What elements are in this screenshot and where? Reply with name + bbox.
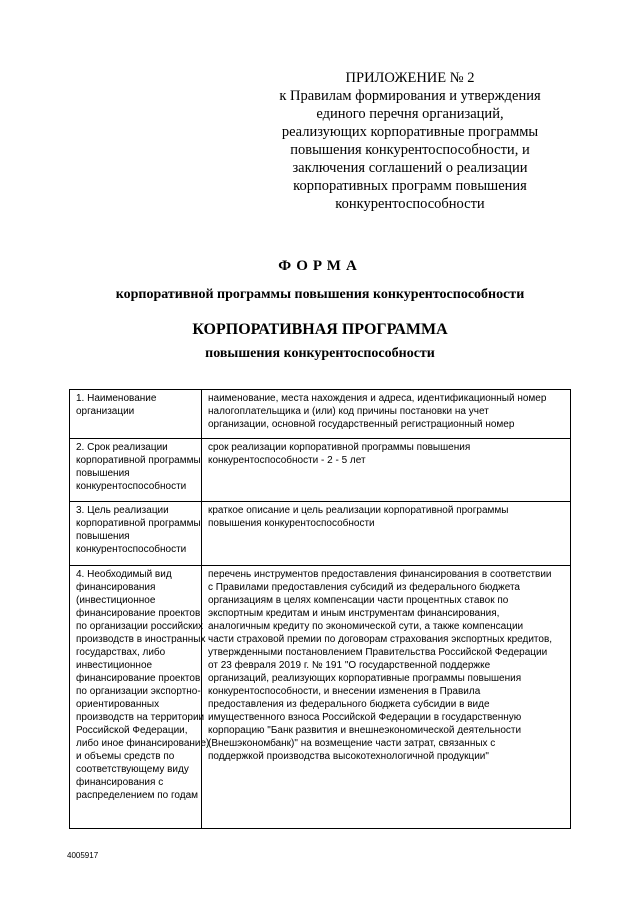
document-code: 4005917 (67, 851, 99, 860)
field-description-line: аналогичным кредиту по экономической сути, а также компенсации (208, 621, 524, 632)
field-label-line: 1. Наименование (76, 393, 157, 404)
field-label-line: государствах, либо (76, 647, 166, 658)
field-label-line: финансирования с (76, 777, 164, 788)
appendix-header (260, 69, 560, 213)
field-label-cell (70, 502, 202, 565)
field-description-line: конкурентоспособности - 2 - 5 лет (208, 455, 366, 466)
field-label-line: финансирования (76, 582, 156, 593)
field-label-cell (70, 566, 210, 828)
field-label-line: конкурентоспособности (76, 481, 187, 492)
field-label-line: корпоративной программы (76, 455, 201, 466)
field-label-line: производств в иностранных (76, 634, 206, 645)
field-label-line: по организации экспортно- (76, 686, 201, 697)
field-description-line: имущественного взноса Российской Федерации в государственную (208, 712, 522, 723)
field-label-line: инвестиционное (76, 660, 153, 671)
field-description-line: повышения конкурентоспособности (208, 518, 375, 529)
field-label-line: Российской Федерации, (76, 725, 188, 736)
field-label-line: конкурентоспособности (76, 544, 187, 555)
field-label-line: финансирование проектов (76, 608, 201, 619)
table-row (70, 390, 570, 438)
field-label-cell (70, 390, 202, 438)
field-description-line: краткое описание и цель реализации корпоративной программы (208, 505, 509, 516)
table-row (70, 501, 570, 565)
field-description-line: наименование, места нахождения и адреса, идентификационный номер (208, 393, 547, 404)
field-description-line: поддержкой производства высокотехнологичной продукции" (208, 751, 489, 762)
field-label-line: (инвестиционное (76, 595, 156, 606)
field-label-line: ориентированных (76, 699, 160, 710)
program-title: КОРПОРАТИВНАЯ ПРОГРАММА (192, 321, 448, 338)
field-description-cell (202, 502, 570, 565)
field-description-line: экспортным кредитам и иным инструментам финансирования, (208, 608, 500, 619)
field-description-line: от 23 февраля 2019 г. № 191 "О государственной поддержке (208, 660, 491, 671)
field-label-line: корпоративной программы (76, 518, 201, 529)
appendix-line: корпоративных программ повышения (293, 178, 527, 194)
field-description-cell (202, 566, 570, 828)
field-description-line: перечень инструментов предоставления финансирования в соответствии (208, 569, 552, 580)
appendix-line: повышения конкурентоспособности, и (290, 142, 530, 158)
field-description-line: организациям в целях компенсации части процентных ставок по (208, 595, 509, 606)
field-label-cell (70, 439, 202, 501)
field-label-line: и объемы средств по (76, 751, 175, 762)
form-heading: ФОРМА (278, 258, 362, 274)
field-label-line: по организации российских (76, 621, 204, 632)
field-description-line: срок реализации корпоративной программы повышения (208, 442, 471, 453)
field-label-line: организации (76, 406, 135, 417)
field-label-line: соответствующему виду (76, 764, 189, 775)
table-row (70, 565, 570, 828)
field-label-line: распределением по годам (76, 790, 199, 801)
appendix-line: к Правилам формирования и утверждения (279, 88, 541, 104)
appendix-line: заключения соглашений о реализации (292, 160, 528, 176)
field-label-line: повышения (76, 531, 130, 542)
form-subheading: корпоративной программы повышения конкурентоспособности (115, 287, 525, 302)
field-description-cell (202, 390, 570, 438)
field-label-line: финансирование проектов (76, 673, 201, 684)
field-label-line: производств на территории (76, 712, 205, 723)
appendix-line: реализующих корпоративные программы (281, 124, 539, 140)
field-label-line: повышения (76, 468, 130, 479)
field-label-line: 2. Срок реализации (76, 442, 168, 453)
field-description-cell (202, 439, 570, 501)
program-form-table (69, 389, 571, 829)
field-description-line: утвержденными постановлением Правительства Российской Федерации (208, 647, 548, 658)
field-description-line: (Внешэкономбанк)" на возмещение части затрат, связанных с (208, 738, 496, 749)
appendix-line: конкурентоспособности (335, 196, 485, 212)
field-description-line: конкурентоспособности, и внесении изменения в Правила (208, 686, 481, 697)
field-description-line: организаций, реализующих корпоративные программы повышения (208, 673, 522, 684)
field-label-line: 3. Цель реализации (76, 505, 169, 516)
table-row (70, 438, 570, 501)
program-subtitle: повышения конкурентоспособности (205, 346, 435, 361)
field-description-line: части страховой премии по договорам страхования экспортных кредитов, (208, 634, 553, 645)
field-description-line: с Правилами предоставления субсидий из федерального бюджета (208, 582, 520, 593)
field-description-line: корпорацию "Банк развития и внешнеэкономической деятельности (208, 725, 522, 736)
field-description-line: организации, основной государственный регистрационный номер (208, 419, 515, 430)
field-description-line: налогоплательщика и (или) код причины постановки на учет (208, 406, 489, 417)
field-description-line: предоставления из федерального бюджета субсидии в виде (208, 699, 490, 710)
field-label-line: либо иное финансирование) (76, 738, 210, 749)
appendix-line: единого перечня организаций, (316, 106, 504, 122)
field-label-line: 4. Необходимый вид (76, 569, 172, 580)
appendix-line: ПРИЛОЖЕНИЕ № 2 (345, 70, 475, 86)
